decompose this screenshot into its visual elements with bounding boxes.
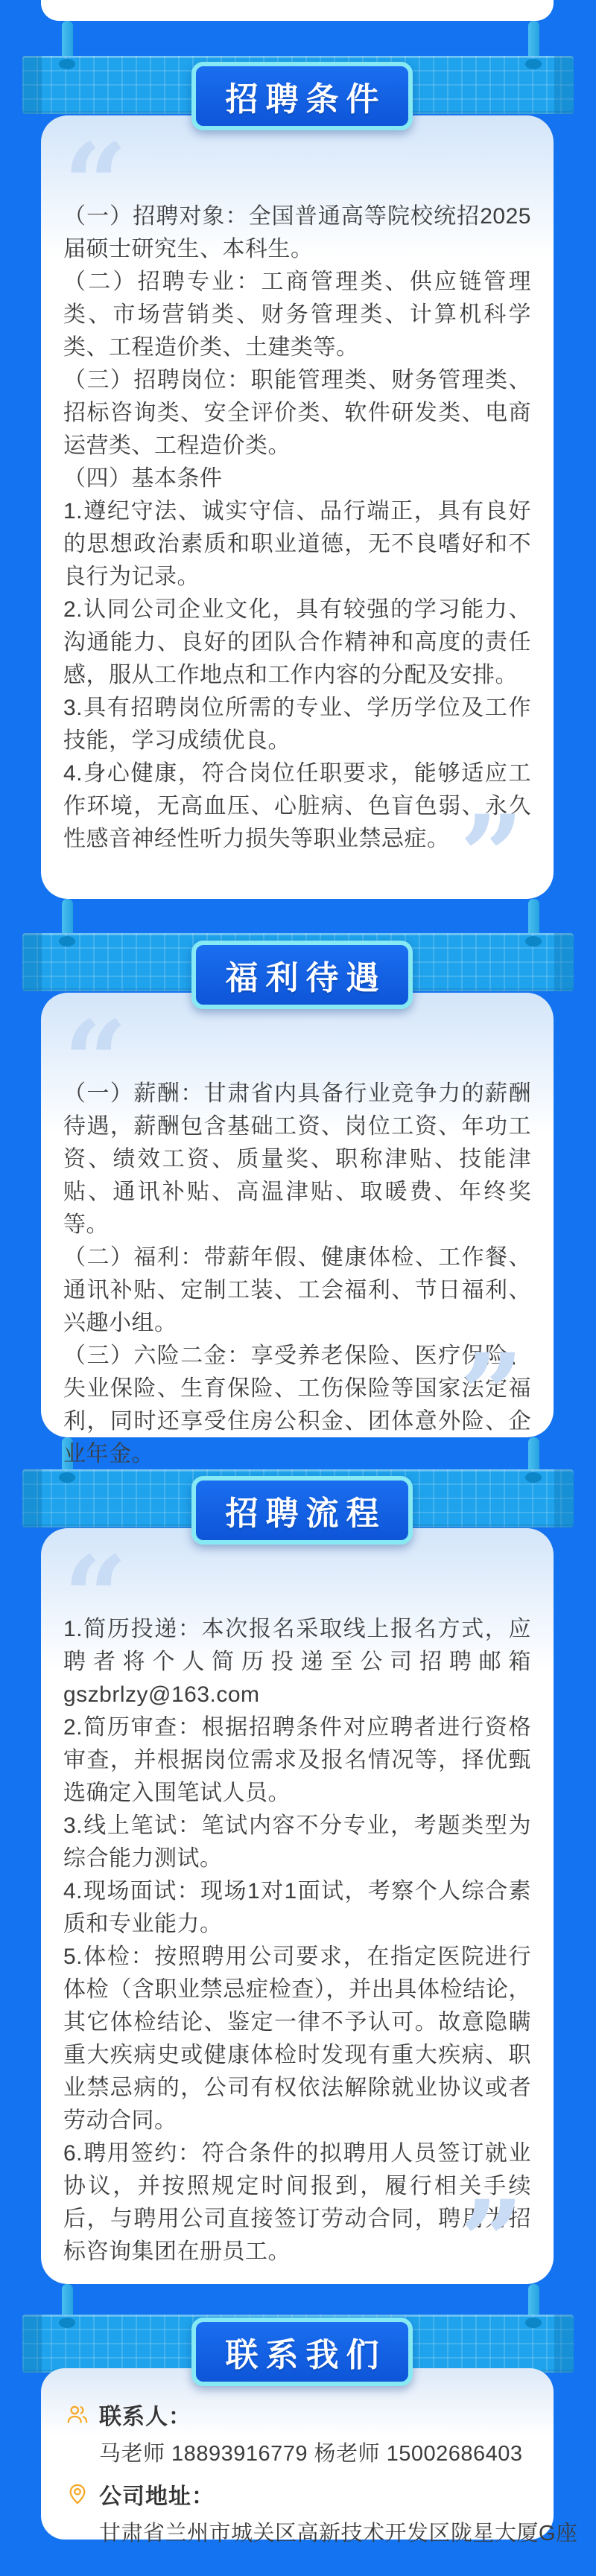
close-quote-icon: ”	[459, 2176, 524, 2307]
hanger-knob-left	[59, 59, 75, 69]
location-pin-icon	[66, 2483, 89, 2505]
paragraph: （四）基本条件	[63, 466, 223, 491]
paragraph: 6.聘用签约：符合条件的拟聘用人员签订就业协议，并按照规定时间报到，履行相关手续后，与聘用公司直接签订劳动合同，聘用为招标咨询集团在册员工。	[63, 2141, 531, 2264]
close-quote-icon: ”	[459, 791, 524, 922]
paragraph: （二）福利：带薪年假、健康体检、工作餐、通讯补贴、定制工装、工会福利、节日福利、兴趣小组。	[63, 1245, 531, 1335]
contacts-people-icon	[66, 2403, 89, 2426]
hanger-knob-left	[59, 936, 75, 947]
contact-phone-numbers: 马老师 18893916779 杨老师 15002686403	[99, 2442, 523, 2466]
section-title-plate	[191, 941, 413, 1009]
hanger-knob-right	[525, 1472, 542, 1483]
section-title: 联系我们	[225, 2337, 387, 2373]
hanger-knob-left	[59, 1472, 75, 1483]
section-title: 招聘条件	[225, 81, 387, 118]
section-title-plate	[191, 2318, 413, 2386]
open-quote-icon: “	[63, 996, 128, 1128]
section-title: 福利待遇	[225, 960, 387, 996]
hanger-knob-right	[525, 2318, 542, 2328]
paragraph: （三）招聘岗位：职能管理类、财务管理类、招标咨询类、安全评价类、软件研发类、电商运营类、工程造价类。	[63, 368, 531, 458]
close-quote-icon: ”	[459, 1329, 524, 1460]
contact-person-row	[66, 2398, 531, 2431]
previous-card-remnant	[41, 0, 554, 21]
section-title-plate	[191, 62, 413, 130]
section-title: 招聘流程	[225, 1495, 387, 1532]
contact-person-label: 联系人：	[99, 2405, 191, 2429]
contact-card	[41, 2368, 578, 2545]
content-card-conditions	[41, 115, 554, 922]
paragraph: 3.具有招聘岗位所需的专业、学历学位及工作技能，学习成绩优良。	[63, 696, 531, 753]
content-card-process	[41, 1528, 554, 2307]
paragraph: 1.简历投递：本次报名采取线上报名方式，应聘者将个人简历投递至公司招聘邮箱gszbrlzy@163.com	[63, 1617, 531, 1707]
open-quote-icon: “	[63, 1532, 128, 1663]
paragraph: （三）六险二金：享受养老保险、医疗保险、失业保险、生育保险、工伤保险等国家法定福利，同时还享受住房公积金、团体意外险、企业年金。	[63, 1343, 531, 1466]
company-address-label: 公司地址：	[99, 2484, 215, 2509]
paragraph: （一）招聘对象：全国普通高等院校统招2025届硕士研究生、本科生。	[63, 204, 531, 261]
content-card-benefits	[41, 993, 554, 1466]
company-address-value: 甘肃省兰州市城关区高新技术开发区陇星大厦G座	[99, 2522, 578, 2545]
paragraph: 3.线上笔试：笔试内容不分专业，考题类型为综合能力测试。	[63, 1813, 531, 1871]
hanger-knob-left	[59, 2318, 75, 2328]
conditions-text	[41, 115, 554, 856]
paragraph: 1.遵纪守法、诚实守信、品行端正，具有良好的思想政治素质和职业道德，无不良嗜好和不良行为记录。	[63, 499, 531, 589]
paragraph: 2.认同公司企业文化，具有较强的学习能力、沟通能力、良好的团队合作精神和高度的责任感，服从工作地点和工作内容的分配及安排。	[63, 597, 531, 687]
paragraph: （一）薪酬：甘肃省内具备行业竞争力的薪酬待遇，薪酬包含基础工资、岗位工资、年功工资、绩效工资、质量奖、职称津贴、技能津贴、通讯补贴、高温津贴、取暖费、年终奖等。	[63, 1081, 531, 1237]
open-quote-icon: “	[63, 119, 128, 250]
contact-content	[41, 2368, 578, 2547]
hanger-knob-right	[525, 936, 542, 947]
company-address-row	[66, 2478, 531, 2510]
paragraph: 2.简历审查：根据招聘条件对应聘者进行资格审查，并根据岗位需求及报名情况等，择优甄选确定入围笔试人员。	[63, 1715, 531, 1805]
section-title-plate	[191, 1476, 413, 1545]
paragraph: 5.体检：按照聘用公司要求，在指定医院进行体检（含职业禁忌症检查），并出具体检结论，其它体检结论、鉴定一律不予认可。故意隐瞒重大疾病史或健康体检时发现有重大疾病、职业禁忌病的，公司有权依法解除就业协议或者劳动合同。	[63, 1944, 531, 2133]
hanger-knob-right	[525, 59, 542, 69]
paragraph: 4.身心健康，符合岗位任职要求，能够适应工作环境，无高血压、心脏病、色盲色弱、永久性感音神经性听力损失等职业禁忌症。	[63, 761, 531, 851]
paragraph: 4.现场面试：现场1对1面试，考察个人综合素质和专业能力。	[63, 1879, 531, 1936]
paragraph: （二）招聘专业：工商管理类、供应链管理类、市场营销类、财务管理类、计算机科学类、工程造价类、土建类等。	[63, 270, 531, 360]
process-text	[41, 1528, 554, 2268]
